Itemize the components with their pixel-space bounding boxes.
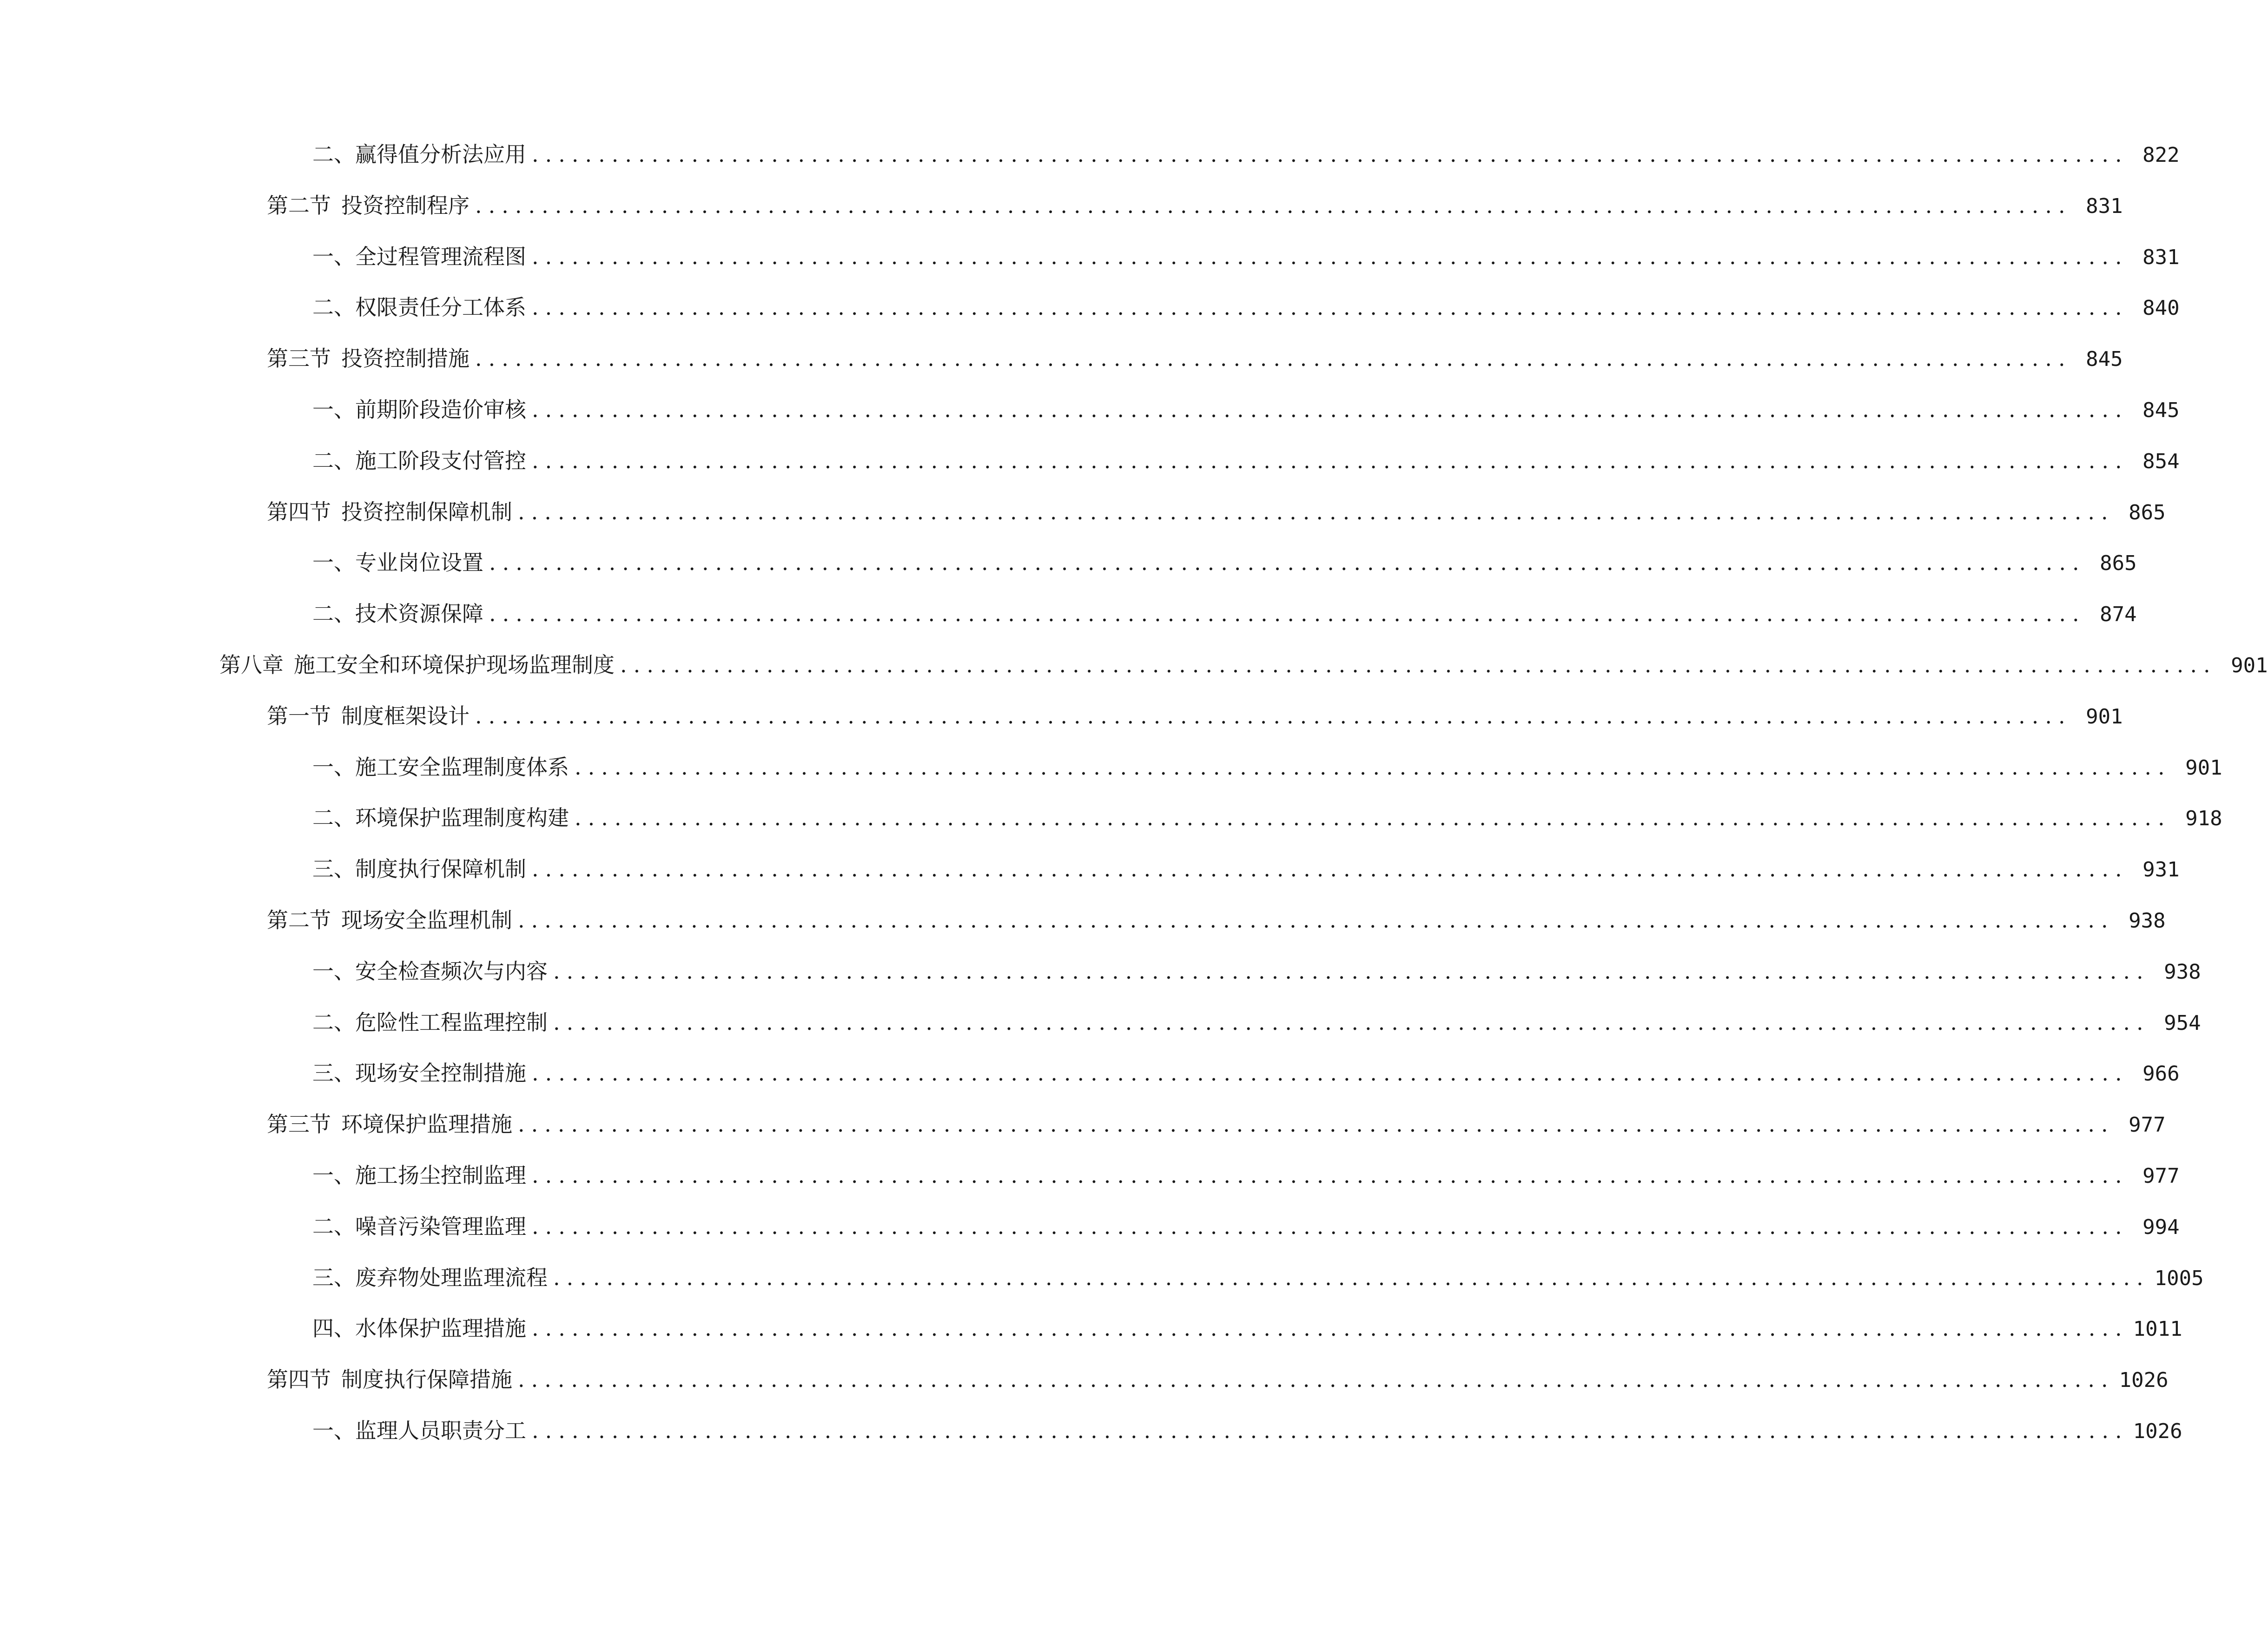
toc-entry-section[interactable] [267, 340, 2123, 377]
toc-entry-page-number: 865 [2129, 501, 2166, 524]
toc-entry-number: 二、 [312, 805, 355, 830]
toc-entry-item[interactable] [312, 136, 2180, 173]
toc-entry-number: 三、 [312, 1265, 355, 1290]
toc-entry-item[interactable] [312, 799, 2222, 836]
toc-entry-item[interactable] [312, 595, 2137, 632]
toc-entry-title: 现场安全监理机制 [341, 908, 512, 933]
toc-entry-item[interactable] [312, 1004, 2201, 1041]
toc-entry-item[interactable] [312, 238, 2180, 275]
toc-entry-number: 第三节 [267, 346, 331, 371]
toc-entry-number: 二、 [312, 142, 355, 167]
toc-entry-title: 噪音污染管理监理 [355, 1214, 526, 1239]
toc-entry-title: 监理人员职责分工 [355, 1418, 526, 1443]
toc-entry-page-number: 977 [2129, 1113, 2166, 1137]
toc-entry-title: 施工阶段支付管控 [355, 448, 526, 473]
toc-entry-item[interactable] [312, 1310, 2182, 1347]
toc-entry-number: 四、 [312, 1316, 355, 1341]
toc-dot-leader: ........................................................................................................................ [475, 703, 2072, 729]
toc-entry-page-number: 840 [2142, 296, 2180, 320]
toc-entry-page-number: 845 [2086, 347, 2123, 371]
toc-entry-number: 二、 [312, 295, 355, 320]
toc-entry-page-number: 822 [2142, 143, 2180, 167]
toc-dot-leader: ........................................................................................................................ [575, 805, 2171, 830]
toc-entry-title: 废弃物处理监理流程 [355, 1265, 548, 1290]
toc-entry-title: 制度执行保障措施 [341, 1367, 512, 1392]
toc-dot-leader: ........................................................................................................................ [553, 1265, 2150, 1290]
toc-entry-number: 第二节 [267, 193, 331, 218]
toc-entry-title: 投资控制保障机制 [341, 499, 512, 524]
toc-dot-leader: ........................................................................................................................ [475, 193, 2072, 218]
toc-entry-item[interactable] [312, 544, 2137, 581]
toc-entry-page-number: 994 [2142, 1215, 2180, 1239]
toc-entry-item[interactable] [312, 442, 2180, 479]
toc-entry-page-number: 845 [2142, 398, 2180, 422]
toc-entry-page-number: 954 [2164, 1011, 2201, 1035]
toc-entry-number: 二、 [312, 1010, 355, 1035]
toc-entry-title: 全过程管理流程图 [355, 244, 526, 269]
toc-entry-page-number: 865 [2100, 551, 2137, 575]
toc-dot-leader: ........................................................................................................................ [553, 1010, 2150, 1035]
toc-dot-leader: ........................................................................................................................ [532, 142, 2129, 167]
toc-entry-number: 一、 [312, 1163, 355, 1188]
toc-entry-page-number: 1005 [2154, 1266, 2204, 1290]
toc-dot-leader: ........................................................................................................................ [532, 244, 2129, 269]
toc-entry-number: 第一节 [267, 703, 331, 729]
toc-entry-page-number: 931 [2142, 858, 2180, 882]
toc-entry-section[interactable] [267, 1106, 2166, 1143]
toc-entry-number: 三、 [312, 856, 355, 882]
toc-entry-page-number: 1026 [2119, 1368, 2169, 1392]
toc-entry-page-number: 901 [2086, 705, 2123, 729]
toc-dot-leader: ........................................................................................................................ [518, 1367, 2115, 1392]
toc-entry-item[interactable] [312, 749, 2222, 786]
toc-entry-page-number: 831 [2086, 194, 2123, 218]
toc-dot-leader: ........................................................................................................................ [532, 1061, 2129, 1086]
toc-entry-section[interactable] [267, 902, 2166, 939]
toc-dot-leader: ........................................................................................................................ [475, 346, 2072, 371]
toc-entry-section[interactable] [267, 697, 2123, 735]
toc-dot-leader: ........................................................................................................................ [532, 1418, 2129, 1443]
toc-entry-item[interactable] [312, 289, 2180, 326]
toc-entry-chapter[interactable] [219, 646, 2268, 683]
toc-entry-page-number: 854 [2142, 450, 2180, 473]
toc-dot-leader: ........................................................................................................................ [532, 856, 2129, 882]
toc-dot-leader: ........................................................................................................................ [553, 959, 2150, 984]
toc-entry-number: 第二节 [267, 908, 331, 933]
toc-entry-page-number: 831 [2142, 245, 2180, 269]
toc-entry-title: 环境保护监理制度构建 [355, 805, 569, 830]
toc-entry-number: 一、 [312, 755, 355, 780]
toc-entry-number: 二、 [312, 601, 355, 626]
toc-dot-leader: ........................................................................................................................ [532, 1163, 2129, 1188]
toc-entry-number: 二、 [312, 1214, 355, 1239]
toc-entry-item[interactable] [312, 1054, 2180, 1092]
toc-entry-title: 技术资源保障 [355, 601, 483, 626]
toc-entry-number: 第四节 [267, 499, 331, 524]
toc-entry-item[interactable] [312, 953, 2201, 990]
toc-entry-title: 现场安全控制措施 [355, 1061, 526, 1086]
toc-dot-leader: ........................................................................................................................ [518, 499, 2115, 524]
toc-entry-title: 水体保护监理措施 [355, 1316, 526, 1341]
toc-entry-page-number: 938 [2164, 960, 2201, 984]
toc-dot-leader: ........................................................................................................................ [518, 1112, 2115, 1137]
toc-dot-leader: ........................................................................................................................ [518, 908, 2115, 933]
toc-dot-leader: ........................................................................................................................ [489, 550, 2086, 575]
toc-entry-title: 制度框架设计 [341, 703, 469, 729]
toc-entry-page-number: 918 [2185, 807, 2222, 830]
toc-entry-title: 制度执行保障机制 [355, 856, 526, 882]
toc-entry-item[interactable] [312, 1157, 2180, 1194]
toc-entry-page-number: 977 [2142, 1164, 2180, 1188]
toc-entry-section[interactable] [267, 493, 2166, 530]
toc-entry-number: 一、 [312, 959, 355, 984]
toc-entry-item[interactable] [312, 1412, 2182, 1449]
toc-dot-leader: ........................................................................................................................ [532, 397, 2129, 422]
toc-entry-title: 权限责任分工体系 [355, 295, 526, 320]
toc-dot-leader: ........................................................................................................................ [620, 652, 2217, 677]
toc-entry-title: 投资控制措施 [341, 346, 469, 371]
toc-entry-page-number: 874 [2100, 603, 2137, 626]
toc-dot-leader: ........................................................................................................................ [532, 1214, 2129, 1239]
toc-entry-item[interactable] [312, 850, 2180, 888]
toc-entry-page-number: 966 [2142, 1062, 2180, 1086]
toc-entry-number: 三、 [312, 1061, 355, 1086]
toc-entry-page-number: 901 [2185, 756, 2222, 780]
toc-dot-leader: ........................................................................................................................ [489, 601, 2086, 626]
toc-entry-title: 施工安全和环境保护现场监理制度 [294, 652, 615, 677]
toc-entry-number: 第四节 [267, 1367, 331, 1392]
toc-entry-item[interactable] [312, 391, 2180, 428]
toc-entry-number: 一、 [312, 244, 355, 269]
toc-entry-item[interactable] [312, 1208, 2180, 1245]
toc-entry-page-number: 1026 [2133, 1419, 2182, 1443]
toc-entry-number: 第八章 [219, 652, 284, 677]
toc-entry-page-number: 938 [2129, 909, 2166, 933]
toc-dot-leader: ........................................................................................................................ [532, 448, 2129, 473]
toc-entry-title: 专业岗位设置 [355, 550, 483, 575]
toc-entry-number: 第三节 [267, 1112, 331, 1137]
toc-entry-title: 赢得值分析法应用 [355, 142, 526, 167]
toc-entry-title: 前期阶段造价审核 [355, 397, 526, 422]
toc-entry-number: 一、 [312, 1418, 355, 1443]
toc-dot-leader: ........................................................................................................................ [532, 295, 2129, 320]
toc-entry-title: 施工安全监理制度体系 [355, 755, 569, 780]
toc-entry-number: 一、 [312, 397, 355, 422]
toc-entry-title: 安全检查频次与内容 [355, 959, 548, 984]
toc-dot-leader: ........................................................................................................................ [575, 755, 2171, 780]
toc-entry-item[interactable] [312, 1259, 2204, 1296]
toc-entry-section[interactable] [267, 187, 2123, 224]
toc-dot-leader: ........................................................................................................................ [532, 1316, 2129, 1341]
toc-entry-number: 二、 [312, 448, 355, 473]
toc-entry-section[interactable] [267, 1361, 2169, 1398]
toc-entry-title: 投资控制程序 [341, 193, 469, 218]
toc-entry-page-number: 1011 [2133, 1317, 2182, 1341]
toc-entry-number: 一、 [312, 550, 355, 575]
toc-entry-page-number: 901 [2231, 654, 2268, 677]
toc-entry-title: 危险性工程监理控制 [355, 1010, 548, 1035]
toc-entry-title: 环境保护监理措施 [341, 1112, 512, 1137]
toc-entry-title: 施工扬尘控制监理 [355, 1163, 526, 1188]
